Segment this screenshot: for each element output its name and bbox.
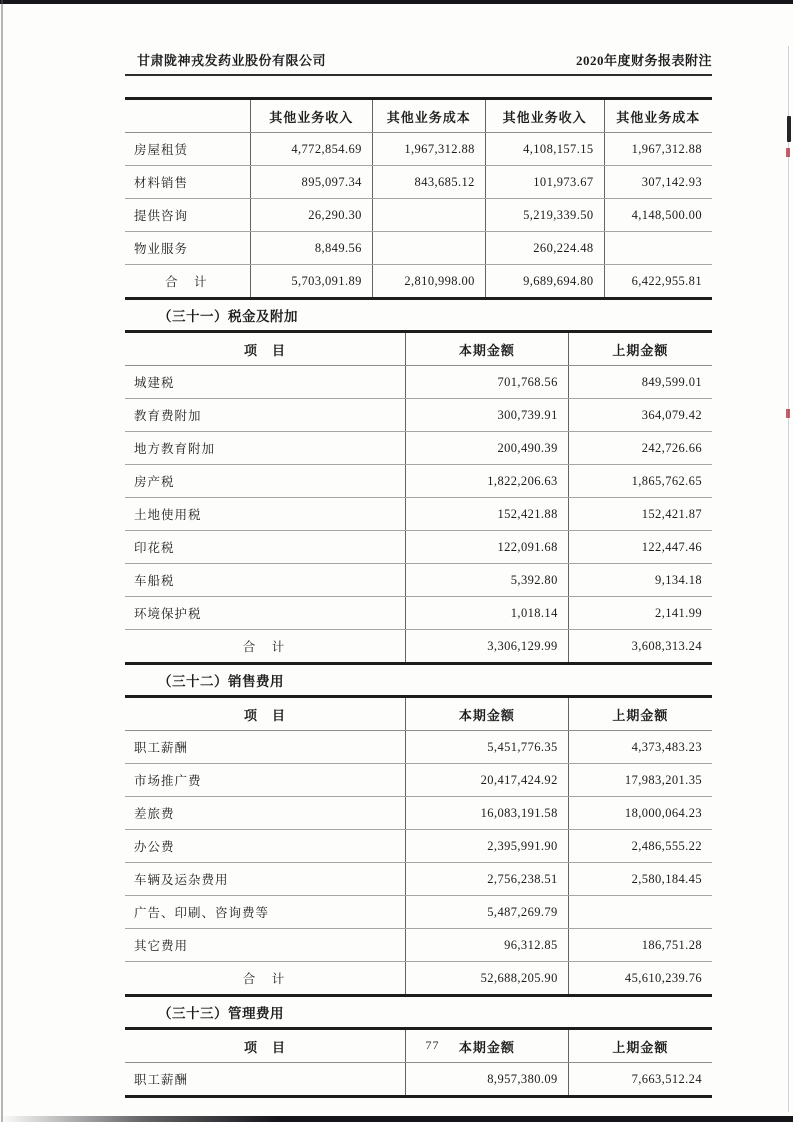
amount-cell: 4,108,157.15 (485, 133, 604, 166)
amount-cell: 9,134.18 (568, 564, 712, 597)
table-row (125, 133, 712, 166)
row-label: 职工薪酬 (125, 1063, 405, 1097)
amount-cell: 701,768.56 (405, 366, 568, 399)
amount-cell: 16,083,191.58 (405, 797, 568, 830)
company-name: 甘肃陇神戎发药业股份有限公司 (137, 53, 327, 68)
table-row (125, 764, 712, 797)
row-label: 土地使用税 (125, 498, 405, 531)
scan-artifact-red (786, 409, 790, 418)
amount-cell: 96,312.85 (405, 929, 568, 962)
column-header: 上期金额 (568, 332, 712, 366)
page-header (125, 50, 712, 76)
amount-cell: 1,018.14 (405, 597, 568, 630)
table-row (125, 1063, 712, 1097)
amount-cell: 300,739.91 (405, 399, 568, 432)
column-header (125, 99, 250, 133)
scan-edge-right (788, 46, 789, 1112)
column-header: 本期金额 (405, 697, 568, 731)
table-row (125, 199, 712, 232)
row-label: 印花税 (125, 531, 405, 564)
amount-cell: 122,447.46 (568, 531, 712, 564)
other-business-income-cost-table-container (125, 97, 712, 300)
table-row (125, 366, 712, 399)
section-heading-selling-expenses: （三十二）销售费用 (158, 674, 284, 689)
selling-expenses-table (125, 695, 712, 997)
page-number: 77 (425, 1038, 440, 1052)
row-label: 合 计 (125, 962, 405, 996)
row-label: 教育费附加 (125, 399, 405, 432)
amount-cell: 307,142.93 (604, 166, 712, 199)
amount-cell: 2,810,998.00 (372, 265, 485, 299)
column-header: 其他业务收入 (250, 99, 372, 133)
amount-cell: 186,751.28 (568, 929, 712, 962)
other-business-income-cost-table (125, 97, 712, 300)
scan-edge-left (1, 0, 3, 1122)
amount-cell: 3,608,313.24 (631, 638, 702, 653)
table-row (125, 731, 712, 764)
amount-cell: 152,421.87 (568, 498, 712, 531)
amount-cell: 242,726.66 (568, 432, 712, 465)
section-heading-admin-expenses: （三十三）管理费用 (158, 1006, 284, 1021)
column-header: 项 目 (125, 697, 405, 731)
amount-cell: 1,967,312.88 (604, 133, 712, 166)
row-label: 广告、印刷、咨询费等 (125, 896, 405, 929)
amount-cell: 8,957,380.09 (405, 1063, 568, 1097)
column-header: 其他业务成本 (372, 99, 485, 133)
amount-cell: 5,219,339.50 (485, 199, 604, 232)
amount-cell: 4,772,854.69 (250, 133, 372, 166)
amount-cell: 5,392.80 (405, 564, 568, 597)
total-row (125, 265, 712, 299)
table-row (125, 597, 712, 630)
table-row (125, 432, 712, 465)
row-label: 材料销售 (125, 166, 250, 199)
table-row (125, 232, 712, 265)
row-label: 提供咨询 (125, 199, 250, 232)
amount-cell: 26,290.30 (250, 199, 372, 232)
column-header: 其他业务成本 (604, 99, 712, 133)
row-label: 合 计 (125, 630, 405, 664)
amount-cell: 2,756,238.51 (405, 863, 568, 896)
scan-edge-top (0, 0, 793, 4)
column-header: 其他业务收入 (485, 99, 604, 133)
amount-cell: 45,610,239.76 (624, 970, 702, 985)
table-row (125, 465, 712, 498)
table-row (125, 896, 712, 929)
table-row (125, 797, 712, 830)
row-label: 物业服务 (125, 232, 250, 265)
page-content (125, 97, 712, 1098)
amount-cell: 18,000,064.23 (568, 797, 712, 830)
row-label: 合 计 (125, 265, 250, 299)
row-label: 差旅费 (125, 797, 405, 830)
total-row (125, 962, 712, 996)
row-label: 车船税 (125, 564, 405, 597)
amount-cell: 6,422,955.81 (631, 273, 702, 288)
amount-cell: 4,148,500.00 (604, 199, 712, 232)
amount-cell: 152,421.88 (405, 498, 568, 531)
selling-expenses-table-container (125, 695, 712, 997)
table-row (125, 863, 712, 896)
row-label: 其它费用 (125, 929, 405, 962)
row-label: 市场推广费 (125, 764, 405, 797)
row-label: 车辆及运杂费用 (125, 863, 405, 896)
column-header: 上期金额 (568, 1029, 712, 1063)
row-label: 地方教育附加 (125, 432, 405, 465)
amount-cell: 3,306,129.99 (405, 630, 568, 664)
amount-cell: 7,663,512.24 (631, 1071, 702, 1086)
amount-cell: 1,865,762.65 (568, 465, 712, 498)
column-header: 本期金额 (405, 1029, 568, 1063)
amount-cell: 2,395,991.90 (405, 830, 568, 863)
row-label: 房屋租赁 (125, 133, 250, 166)
amount-cell: 17,983,201.35 (568, 764, 712, 797)
row-label: 办公费 (125, 830, 405, 863)
amount-cell: 5,487,269.79 (405, 896, 568, 929)
amount-cell: 200,490.39 (405, 432, 568, 465)
amount-cell: 843,685.12 (372, 166, 485, 199)
header-row (125, 697, 712, 731)
table-row (125, 166, 712, 199)
amount-cell: 1,967,312.88 (372, 133, 485, 166)
row-label: 房产税 (125, 465, 405, 498)
document-title: 2020年度财务报表附注 (575, 53, 712, 68)
amount-cell: 5,703,091.89 (250, 265, 372, 299)
amount-cell (372, 232, 485, 265)
table-row (125, 399, 712, 432)
row-label: 城建税 (125, 366, 405, 399)
amount-cell: 2,141.99 (568, 597, 712, 630)
row-label: 环境保护税 (125, 597, 405, 630)
amount-cell (372, 199, 485, 232)
header-row (125, 332, 712, 366)
table-row (125, 830, 712, 863)
amount-cell (604, 232, 712, 265)
section-heading-taxes: （三十一）税金及附加 (158, 309, 298, 324)
amount-cell: 5,451,776.35 (405, 731, 568, 764)
amount-cell: 2,580,184.45 (568, 863, 712, 896)
table-row (125, 531, 712, 564)
amount-cell: 8,849.56 (250, 232, 372, 265)
amount-cell: 364,079.42 (568, 399, 712, 432)
column-header: 上期金额 (568, 697, 712, 731)
taxes-and-surcharges-table-container (125, 330, 712, 665)
table-row (125, 564, 712, 597)
amount-cell (568, 896, 712, 929)
amount-cell: 101,973.67 (485, 166, 604, 199)
amount-cell: 895,097.34 (250, 166, 372, 199)
row-label: 职工薪酬 (125, 731, 405, 764)
amount-cell: 122,091.68 (405, 531, 568, 564)
amount-cell: 9,689,694.80 (485, 265, 604, 299)
scan-artifact-dark (787, 116, 791, 142)
amount-cell: 52,688,205.90 (405, 962, 568, 996)
taxes-and-surcharges-table (125, 330, 712, 665)
amount-cell: 4,373,483.23 (568, 731, 712, 764)
amount-cell: 849,599.01 (568, 366, 712, 399)
header-row (125, 99, 712, 133)
scan-edge-bottom (0, 1116, 793, 1122)
amount-cell: 260,224.48 (485, 232, 604, 265)
amount-cell: 2,486,555.22 (568, 830, 712, 863)
table-row (125, 929, 712, 962)
column-header: 项 目 (125, 332, 405, 366)
table-row (125, 498, 712, 531)
scan-artifact-red (786, 148, 790, 157)
column-header: 本期金额 (405, 332, 568, 366)
total-row (125, 630, 712, 664)
amount-cell: 1,822,206.63 (405, 465, 568, 498)
amount-cell: 20,417,424.92 (405, 764, 568, 797)
column-header: 项 目 (125, 1029, 405, 1063)
